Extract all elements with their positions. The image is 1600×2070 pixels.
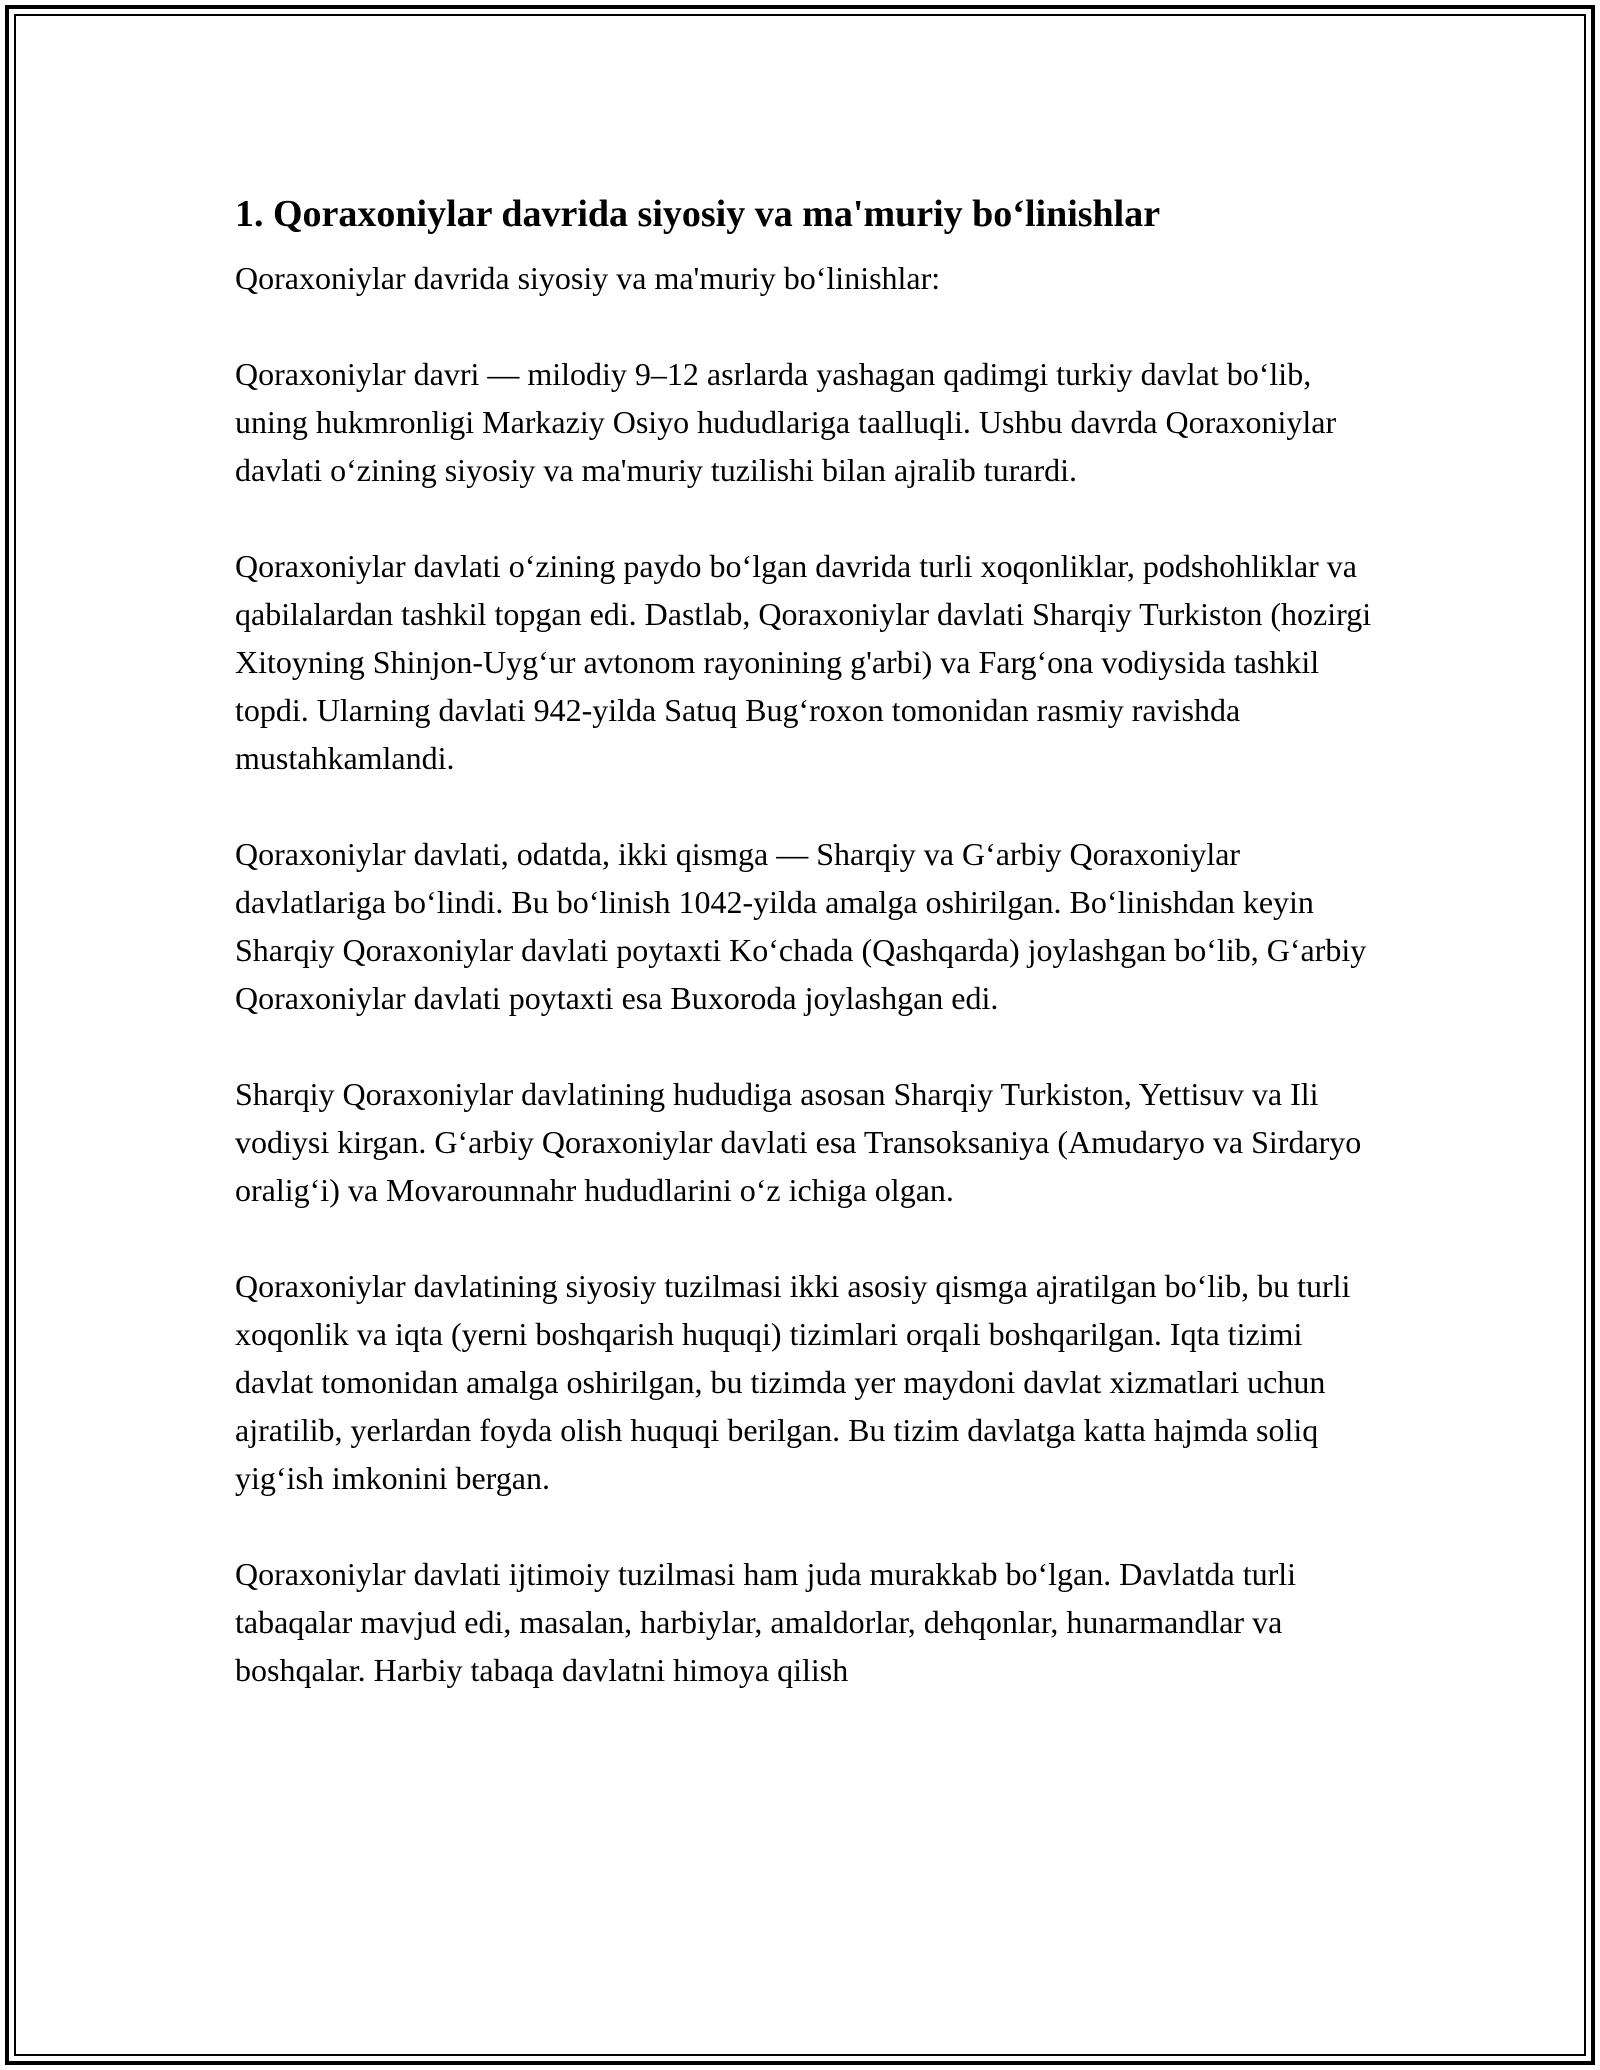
paragraph-social-structure: Qoraxoniylar davlati ijtimoiy tuzilmasi ham juda murakkab bo‘lgan. Davlatda turli tabaqalar mavjud edi, masalan, harbiylar, amaldorlar, dehqonlar, hunarmandlar va boshqalar. Harbiy tabaqa davlatni himoya qilish — [235, 1556, 1297, 1688]
document-body — [235, 188, 1375, 1742]
paragraph-intro: Qoraxoniylar davrida siyosiy va ma'muriy bo‘linishlar: — [235, 260, 941, 296]
paragraph-origin: Qoraxoniylar davlati o‘zining paydo bo‘lgan davrida turli xoqonliklar, podshohliklar va qabilalardan tashkil topgan edi. Dastlab, Qoraxoniylar davlati Sharqiy Turkiston (hozirgi Xitoyning Shinjon-Uyg‘ur avtonom rayonining g'arbi) va Farg‘ona vodiysida tashkil topdi. Ularning davlati 942-yilda Satuq Bug‘roxon tomonidan rasmiy ravishda mustahkamlandi. — [235, 548, 1372, 776]
paragraph-political-structure: Qoraxoniylar davlatining siyosiy tuzilmasi ikki asosiy qismga ajratilgan bo‘lib, bu turli xoqonlik va iqta (yerni boshqarish huquqi) tizimlari orqali boshqarilgan. Iqta tizimi davlat tomonidan amalga oshirilgan, bu tizimda yer maydoni davlat xizmatlari uchun ajratilib, yerlardan foyda olish huquqi berilgan. Bu tizim davlatga katta hajmda soliq yig‘ish imkonini bergan. — [235, 1268, 1351, 1496]
document-title: 1. Qoraxoniylar davrida siyosiy va ma'muriy bo‘linishlar — [235, 193, 1161, 235]
paragraph-division: Qoraxoniylar davlati, odatda, ikki qismga — Sharqiy va G‘arbiy Qoraxoniylar davlatlariga bo‘lindi. Bu bo‘linish 1042-yilda amalga oshirilgan. Bo‘linishdan keyin Sharqiy Qoraxoniylar davlati poytaxti Ko‘chada (Qashqarda) joylashgan bo‘lib, G‘arbiy Qoraxoniylar davlati poytaxti esa Buxoroda joylashgan edi. — [235, 836, 1367, 1016]
paragraph-period: Qoraxoniylar davri — milodiy 9–12 asrlarda yashagan qadimgi turkiy davlat bo‘lib, uning hukmronligi Markaziy Osiyo hududlariga taalluqli. Ushbu davrda Qoraxoniylar davlati o‘zining siyosiy va ma'muriy tuzilishi bilan ajralib turardi. — [235, 356, 1337, 488]
paragraph-territory: Sharqiy Qoraxoniylar davlatining hududiga asosan Sharqiy Turkiston, Yettisuv va Ili vodiysi kirgan. G‘arbiy Qoraxoniylar davlati esa Transoksaniya (Amudaryo va Sirdaryo oralig‘i) va Movarounnahr hududlarini o‘z ichiga olgan. — [235, 1076, 1362, 1208]
